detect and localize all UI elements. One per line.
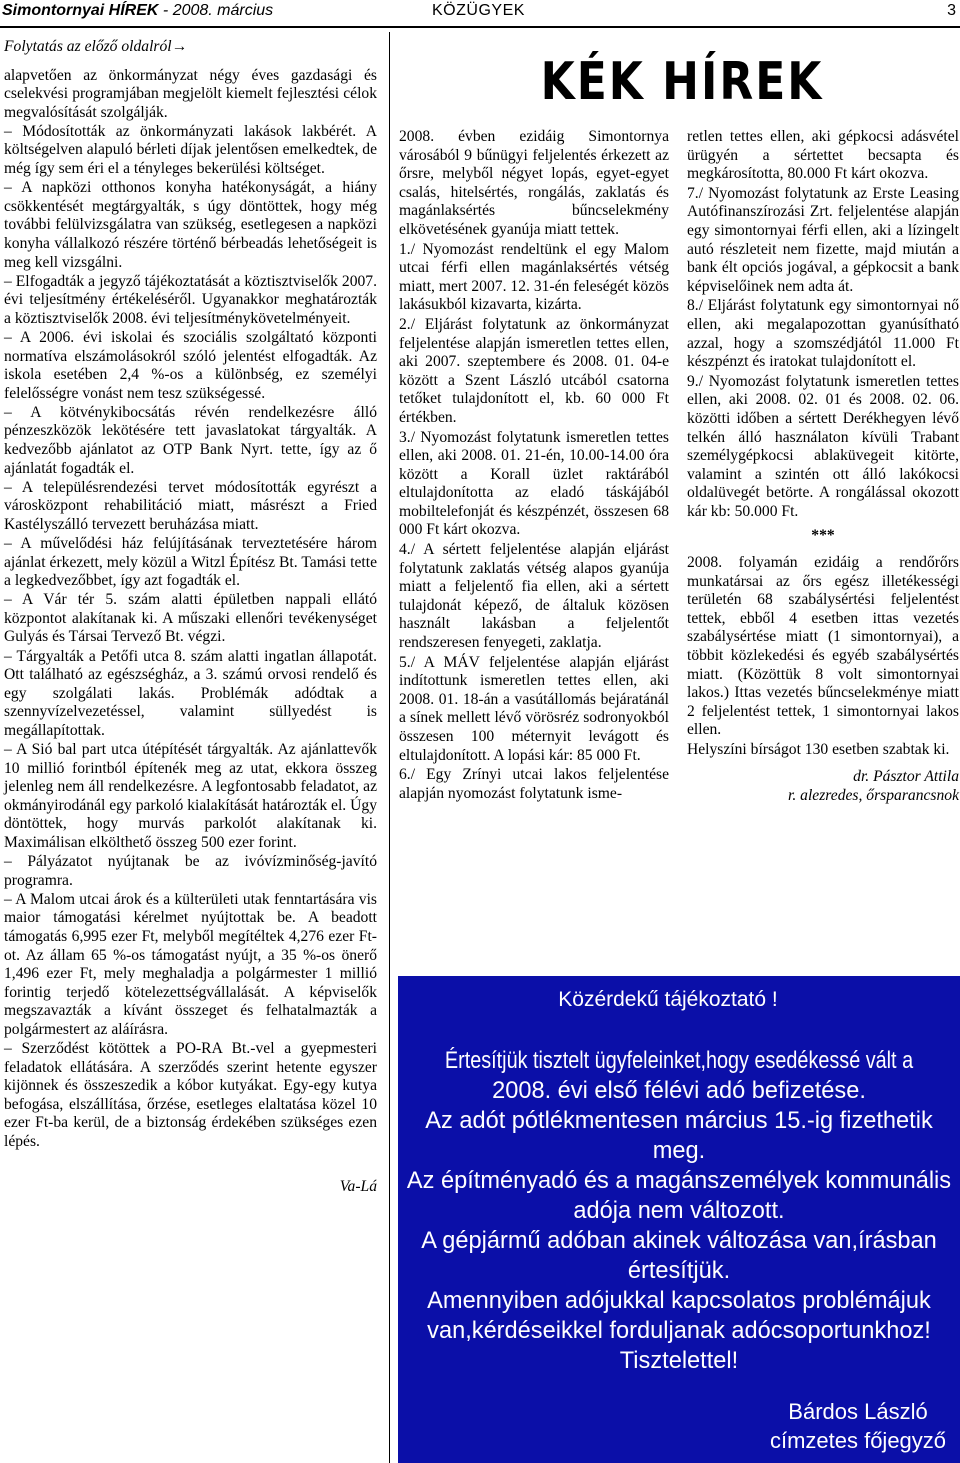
article-paragraph: – A Sió bal part utca útépítését tárgyalták. Az ajánlattevők 10 millió forintból építenék meg az utat, ekkora összeg jelenleg nem áll rendelkezésre. A legfontosabb feladatot, az okmányirodánál egy parkoló kialakítását határozták el. Úgy döntöttek, hogy murvás parkolót alakítanak ki. Maximálisan elkölthető összeg 500 ezer forint. <box>4 740 377 851</box>
continuation-label: Folytatás az előző oldalról <box>4 38 172 55</box>
police-paragraph: 1./ Nyomozást rendeltünk el egy Malom utcai férfi ellen magánlaksértés vétség miatt, mert 2007. 12. 31-én feleségét közös lakásukból kizavarta, kizárta. <box>399 240 669 314</box>
page-header <box>0 0 960 24</box>
article-paragraph: – A településrendezési tervet módosították egyrészt a városközpont rehabilitáció miatt, másrészt a Fried Kastélyszálló tervezett beruházása miatt. <box>4 478 377 533</box>
notice-signature-name: Bárdos László <box>788 1399 928 1424</box>
article-paragraph: – A Malom utcai árok és a külterületi utak fenntartására vis maior támogatási kérelmet nyújtottak be. A beadott támogatás 6,995 ezer Ft, melyből megítéltek 4,276 ezer Ft-ot. Az állam 65 %-os támogatást nyújt, a 35 %-os önerő 1,496 ezer Ft, mely meghaladja a polgármester 1 millió forintig terjedő kötelezettségvállalását. A képviselők megszavazták a kívánt összeget és felhatalmazták a polgármestert az aláírásra. <box>4 890 377 1038</box>
kek-hirek-title: KÉK HÍREK <box>540 52 824 113</box>
notice-line: Amennyiben adójukkal kapcsolatos problémájuk <box>427 1288 931 1314</box>
section-title: KÖZÜGYEK <box>432 2 525 19</box>
police-paragraph: 9./ Nyomozást folytatunk ismeretlen tettes ellen, aki 2008. 02. 01 és 2008. 02. 06. közötti időben a sértett Derékhegyen lévő telkén álló használaton kívüli Trabant személygépkocsi ablaküvegeit kitörte, valamint a szintén ott álló lakókocsi oldalüvegét betörte. A rongálással okozott kár kb: 50.000 Ft. <box>687 372 959 520</box>
column-divider <box>389 32 390 1463</box>
notice-line: Tisztelettel! <box>619 1348 739 1374</box>
notice-line: van,kérdéseikkel forduljanak adócsoportunkhoz! <box>427 1318 931 1344</box>
issue-date: - 2008. március <box>158 2 274 19</box>
notice-line: Az építményadó és a magánszemélyek kommunális <box>406 1168 952 1194</box>
continuation-note <box>4 38 377 57</box>
police-signature-name: dr. Pásztor Attila <box>853 767 959 785</box>
article-paragraph: – A művelődési ház felújításának terveztetésére három ajánlat érkezett, mely közül a Witzl Építész Bt. Tamási tette a legkedvezőbbet, így azt fogadták el. <box>4 534 377 590</box>
article-paragraph: – Szerződést kötöttek a PO-RA Bt.-vel a gyepmesteri feladatok ellátására. A szerződés szerint hetente egyszer kijönnek és összeszedik a kóbor kutyákat. Egy-egy kutya befogása, elszállítása, őrzése, esetleges elaltatása közel 10 ezer Ft-ba kerül, de a biztonság érdekében szükséges ezen lépés. <box>4 1039 377 1150</box>
police-paragraph: 8./ Eljárást folytatunk egy simontornyai nő ellen, aki megalapozottan gyanúsítható azzal, hogy a szomszédjától 11.000 Ft készpénzt és iratokat tulajdonított el. <box>687 297 959 371</box>
notice-title: Közérdekű tájékoztató ! <box>558 988 778 1011</box>
header-publication <box>2 2 273 20</box>
notice-line: Értesítjük tisztelt ügyfeleinket,hogy esedékessé vált a <box>444 1048 914 1074</box>
tax-notice-box <box>398 976 960 1463</box>
article-paragraph: – A 2006. évi iskolai és szociális szolgáltató központi normatíva elszámolásokról szóló jelentést elfogadták. Az iskola esetében 2,4 %-os a különbség, ez személyi felelősségre vonást nem tesz szükségessé. <box>4 328 377 402</box>
police-paragraph: 5./ A MÁV feljelentése alapján eljárást indítottunk ismeretlen tettes ellen, aki 2008. 01. 18-án a vasútállomás bejáratánál a sínek mellett lévő vörösréz sodronyokból összesen 100 méternyit levágott és eltulajdonított. A lopási kár: 85 000 Ft. <box>399 653 669 764</box>
notice-line: A gépjármű adóban akinek változása van,írásban <box>421 1228 937 1254</box>
police-paragraph: Helyszíni bírságot 130 esetben szabtak ki. <box>687 741 950 758</box>
notice-line: értesítjük. <box>627 1258 731 1284</box>
article-paragraph: – Tárgyalták a Petőfi utca 8. szám alatti ingatlan állapotát. Ott található az egészségház, a 3. számú orvosi rendelő és egy szolgálati lakás. Problémák adódtak a szennyvízelvezetéssel, valamint süllyedést is megállapítottak. <box>4 647 377 739</box>
article-paragraph: – A Vár tér 5. szám alatti épületben nappali ellátó központot alakítanak ki. A műszaki ellenőri tevékenységet Gulyás és Társai Tervező Bt. végzi. <box>4 591 377 646</box>
police-paragraph: 7./ Nyomozást folytatunk az Erste Leasing Autófinanszírozási Zrt. feljelentése alapján egy simontornyai férfi ellen, aki a lízingelt autó részleteit nem fizette, majd miután a bank élt opciós jogával, a gépkocsit a bank képviselőinek nem adta át. <box>687 184 959 295</box>
police-paragraph: 2008. évben ezidáig Simontornya városából 9 bűnügyi feljelentés érkezett az őrsre, melyből négyet lopás, egyet-egyet csalás, hitelsértés, rongálás, zaklatás és magánlaksértés bűncselekmény elkövetésének gyanúja miatt tettek. <box>399 128 669 238</box>
police-paragraph: 3./ Nyomozást folytatunk ismeretlen tettes ellen, aki 2008. 01. 21-én, 10.00-14.00 óra között a Korall üzlet raktárából eltulajdonította az eladó táskájából mobiltelefonját és készpénzét, összesen 68 000 Ft kárt okozva. <box>399 428 669 539</box>
article-signature: Va-Lá <box>339 1177 377 1195</box>
article-paragraph: – Elfogadták a jegyző tájékoztatását a köztisztviselők 2007. évi teljesítmény értékeléséről. Ugyanakkor meghatározták a köztisztviselők 2008. évi teljesítménykövetelményeit. <box>4 272 377 327</box>
publication-name: Simontornyai HÍREK <box>2 2 159 19</box>
article-paragraph: – A napközi otthonos konyha hatékonyságát, a hiány csökkentését megtárgyalták, s úgy döntöttek, hogy még további felülvizsgálatra van szükség, esetlegesen a napközi konyha vállalkozó részére történő bérbeadás lehetőségeit is meg kell vizsgálni. <box>4 179 377 271</box>
council-news-column <box>4 38 377 1197</box>
arrow-right-icon: → <box>171 38 188 55</box>
notice-line: adója nem változott. <box>573 1198 785 1224</box>
article-paragraph: – A kötvénykibocsátás révén rendelkezésre álló pénzeszközök lekötésére tett javaslatokat tárgyalták. A kedvezőbb ajánlatot az OTP Bank Nyrt. tette, így az ő ajánlatát fogadták el. <box>4 403 377 477</box>
notice-body <box>398 1046 960 1376</box>
police-paragraph: 4./ A sértett feljelentése alapján eljárást folytatunk zaklatás vétség alapos gyanúja miatt a feljelentő fia ellen, aki a sértett tulajdonát képező, de általuk közösen használt lakásban a feljelentőt rendszeresen fenyegeti, zaklatja. <box>399 541 669 652</box>
police-paragraph: 2008. folyamán ezidáig a rendőrőrs munkatársai az őrs egész illetékességi területén 68 szabálysértési feljelentést tettek, ebből 4 esetben ittas vezetés szabálysértése miatt (1 simontornyai), a többit közlekedési és egyéb szabálysértés miatt. (Közöttük 8 volt simontornyai lakos.) Ittas vezetés bűncselekménye miatt 2 feljelentést tettek, 1 simontornyai lakos ellen. <box>687 554 959 739</box>
page-number: 3 <box>947 2 956 19</box>
notice-line: 2008. évi első félévi adó befizetése. <box>492 1078 866 1104</box>
police-paragraph: 2./ Eljárást folytatunk az önkormányzat feljelentése alapján ismeretlen tettes ellen, aki 2007. szeptembere és 2008. 01. 04-e között a Szent László utcából csatorna tetőket tulajdonított el, kb. 60 000 Ft értékben. <box>399 315 669 426</box>
article-paragraph: – Módosították az önkormányzati lakások lakbérét. A költségelven alapuló bérleti díjak jelentősen emelkedtek, de még így sem éri el a tényleges bekerülési költséget. <box>4 122 377 178</box>
article-paragraph: – Pályázatot nyújtanak be az ivóvízminőség-javító programra. <box>4 853 377 889</box>
article-paragraph: alapvetően az önkormányzat négy éves gazdasági és cselekvési programjában megjelölt kiemelt fejlesztési célok megvalósítását szolgálják. <box>4 66 377 121</box>
notice-signature-role: címzetes főjegyző <box>769 1428 947 1453</box>
police-signature-role: r. alezredes, őrsparancsnok <box>788 787 959 805</box>
police-paragraph: 6./ Egy Zrínyi utcai lakos feljelentése alapján nyomozást folytatunk isme- <box>399 766 669 802</box>
header-divider <box>0 26 960 28</box>
notice-line: Az adót pótlékmentesen március 15.-ig fizethetik meg. <box>425 1108 933 1164</box>
section-separator: *** <box>811 527 835 545</box>
police-paragraph: retlen tettes ellen, aki gépkocsi adásvétel ürügyén a sértettet becsapta és megkárosította, 80.000 Ft kárt okozva. <box>687 128 959 183</box>
police-news-column-1 <box>399 128 669 804</box>
police-news-column-2 <box>687 128 959 807</box>
